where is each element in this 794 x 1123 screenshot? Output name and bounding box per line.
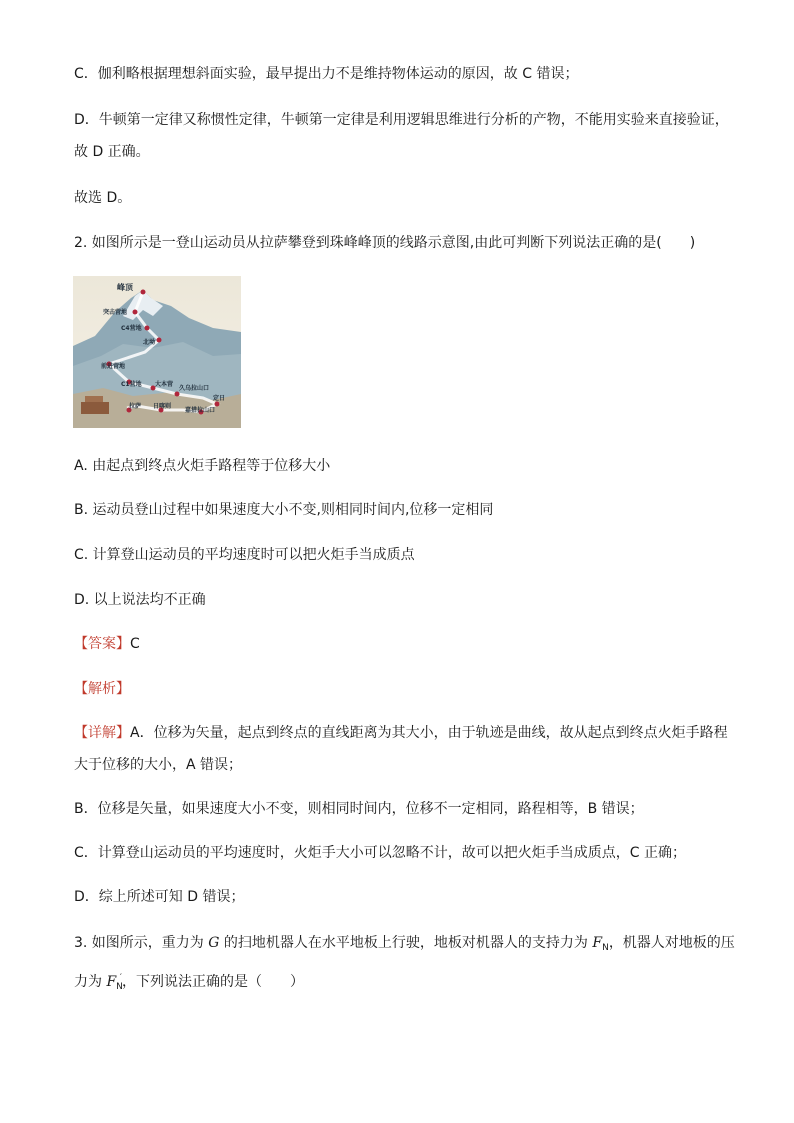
label-camp-11: 嘉措拉山口 bbox=[185, 407, 216, 414]
q3-symbol-f: F bbox=[592, 935, 603, 951]
answer-value: C bbox=[130, 636, 140, 652]
prev-choice: 故选 D。 bbox=[74, 190, 132, 206]
label-camp-5: C1营地 bbox=[121, 381, 142, 388]
detail-d: D．综上所述可知 D 错误； bbox=[74, 889, 245, 905]
prev-option-d-line2: 故 D 正确。 bbox=[74, 144, 150, 160]
q3-text-4: 力为 bbox=[74, 974, 107, 990]
option-b: B. 运动员登山过程中如果速度大小不变,则相同时间内,位移一定相同 bbox=[74, 502, 494, 518]
question-3-line2 bbox=[74, 968, 304, 997]
q3-text-3: ，机器人对地板的压 bbox=[608, 935, 735, 951]
option-d: D. 以上说法均不正确 bbox=[74, 592, 206, 608]
detail-tag: 【详解】 bbox=[74, 725, 130, 741]
q3-subscript-n-prime: N bbox=[116, 982, 123, 992]
question-3-line1 bbox=[74, 933, 735, 958]
label-summit: 峰顶 bbox=[117, 283, 133, 292]
detail-line-2: 大于位移的大小，A 错误； bbox=[74, 757, 243, 773]
answer-line bbox=[74, 634, 140, 654]
question-2-stem: 2. 如图所示是一登山运动员从拉萨攀登到珠峰峰顶的线路示意图,由此可判断下列说法正确的是( ) bbox=[74, 235, 696, 251]
route-map-figure bbox=[73, 276, 241, 428]
detail-text-a1: A．位移为矢量，起点到终点的直线距离为其大小，由于轨迹是曲线，故从起点到终点火炬手路程 bbox=[130, 725, 728, 741]
label-camp-4: 前进营地 bbox=[101, 363, 126, 370]
label-camp-3: 北坳 bbox=[143, 339, 156, 346]
prev-option-d-line1: D．牛顿第一定律又称惯性定律，牛顿第一定律是利用逻辑思维进行分析的产物，不能用实验来直接验证， bbox=[74, 112, 729, 128]
q3-prime-mark: ′ bbox=[119, 973, 122, 983]
label-camp-10: 日喀则 bbox=[153, 403, 172, 410]
answer-tag: 【答案】 bbox=[74, 636, 130, 652]
detail-c: C．计算登山运动员的平均速度时，火炬手大小可以忽略不计，故可以把火炬手当成质点，C 正确； bbox=[74, 845, 686, 861]
q3-symbol-g: G bbox=[208, 935, 220, 951]
option-c: C. 计算登山运动员的平均速度时可以把火炬手当成质点 bbox=[74, 547, 415, 563]
label-camp-9: 拉萨 bbox=[129, 403, 142, 410]
label-camp-1: 突击营地 bbox=[103, 309, 128, 316]
q3-subscript-n: N bbox=[602, 943, 609, 953]
analysis-tag: 【解析】 bbox=[74, 681, 130, 697]
q3-text-2: 的扫地机器人在水平地板上行驶，地板对机器人的支持力为 bbox=[219, 935, 593, 951]
label-camp-6: 大本营 bbox=[155, 381, 174, 388]
label-camp-2: C4营地 bbox=[121, 325, 142, 332]
label-camp-8: 定日 bbox=[213, 395, 226, 402]
label-camp-7: 久乌拉山口 bbox=[179, 385, 210, 392]
palace bbox=[81, 402, 109, 414]
detail-b: B．位移是矢量，如果速度大小不变，则相同时间内，位移不一定相同，路程相等，B 错误； bbox=[74, 801, 644, 817]
q3-symbol-f-prime: F bbox=[106, 974, 117, 990]
detail-line-1 bbox=[74, 723, 728, 743]
option-a: A. 由起点到终点火炬手路程等于位移大小 bbox=[74, 458, 331, 474]
prev-option-c: C．伽利略根据理想斜面实验，最早提出力不是维持物体运动的原因，故 C 错误； bbox=[74, 66, 579, 82]
q3-text-1: 3. 如图所示，重力为 bbox=[74, 935, 209, 951]
q3-text-5: ，下列说法正确的是（ ） bbox=[121, 974, 304, 990]
